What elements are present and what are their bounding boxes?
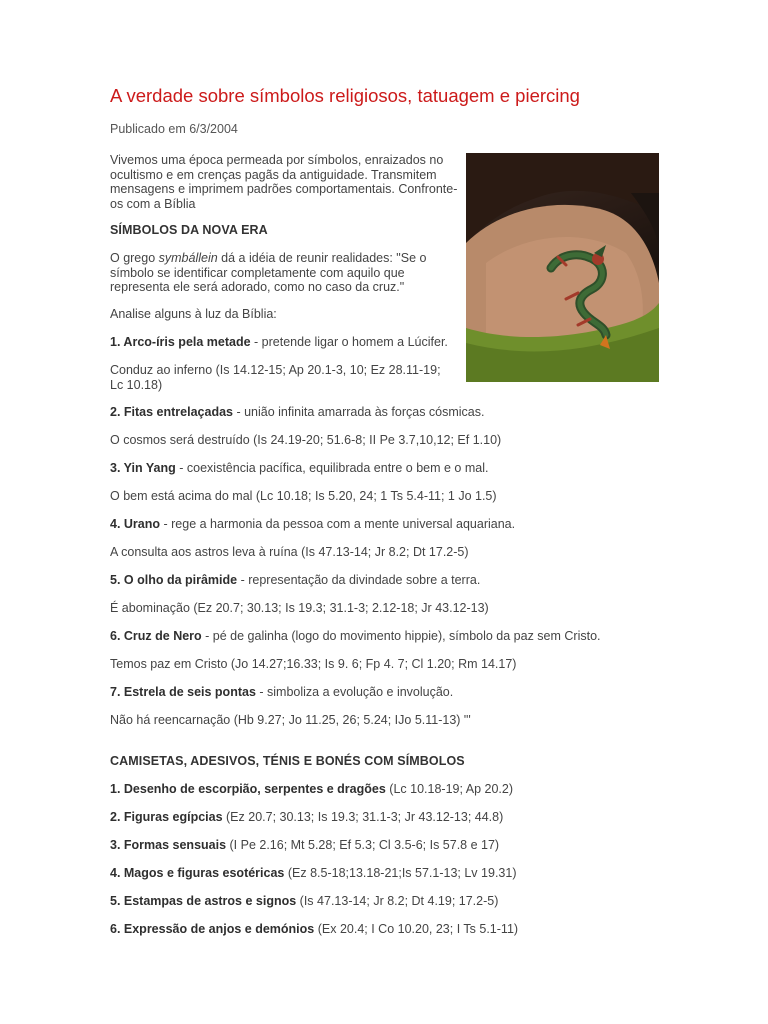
symbol-reference: A consulta aos astros leva à ruína (Is 47.13-14; Jr 8.2; Dt 17.2-5) — [110, 545, 469, 559]
intro-paragraph: Vivemos uma época permeada por símbolos, enraizados no ocultismo e em crenças pagãs da antiguidade. Transmitem mensagens e imprimem padrões comportamentais. Confronte-os com a Bíblia — [110, 153, 458, 211]
symbol-reference: Não há reencarnação (Hb 9.27; Jo 11.25, 26; 5.24; IJo 5.11-13) "' — [110, 713, 471, 727]
symbol-reference: Temos paz em Cristo (Jo 14.27;16.33; Is 9. 6; Fp 4. 7; Cl 1.20; Rm 14.17) — [110, 657, 517, 671]
clothing-item: 5. Estampas de astros e signos (Is 47.13-14; Jr 8.2; Dt 4.19; 17.2-5) — [110, 894, 499, 908]
clothing-item: 6. Expressão de anjos e demónios (Ex 20.4; I Co 10.20, 23; I Ts 5.1-11) — [110, 922, 519, 936]
symbol-reference: O cosmos será destruído (Is 24.19-20; 51.6-8; II Pe 3.7,10,12; Ef 1.10) — [110, 433, 502, 447]
symbol-reference: É abominação (Ez 20.7; 30.13; Is 19.3; 31.1-3; 2.12-18; Jr 43.12-13) — [110, 601, 489, 615]
clothing-item: 2. Figuras egípcias (Ez 20.7; 30.13; Is 19.3; 31.1-3; Jr 43.12-13; 44.8) — [110, 810, 504, 824]
page-title: A verdade sobre símbolos religiosos, tatuagem e piercing — [110, 85, 580, 106]
symbol-reference: O bem está acima do mal (Lc 10.18; Is 5.20, 24; 1 Ts 5.4-11; 1 Jo 1.5) — [110, 489, 497, 503]
symbol-reference: Conduz ao inferno (Is 14.12-15; Ap 20.1-3, 10; Ez 28.11-19; Lc 10.18) — [110, 363, 441, 392]
dragon-tattoo-photo — [466, 153, 659, 382]
section-title-clothing: CAMISETAS, ADESIVOS, TÉNIS E BONÉS COM SÍMBOLOS — [110, 754, 465, 768]
symbol-item: 5. O olho da pirâmide - representação da divindade sobre a terra. — [110, 573, 481, 587]
clothing-item: 1. Desenho de escorpião, serpentes e dragões (Lc 10.18-19; Ap 20.2) — [110, 782, 513, 796]
section-title-new-age: SÍMBOLOS DA NOVA ERA — [110, 223, 268, 237]
greek-word: symbállein — [158, 251, 218, 265]
symbol-item: 7. Estrela de seis pontas - simboliza a evolução e involução. — [110, 685, 454, 699]
symbol-item: 1. Arco-íris pela metade - pretende ligar o homem a Lúcifer. — [110, 335, 448, 349]
symbol-item: 6. Cruz de Nero - pé de galinha (logo do movimento hippie), símbolo da paz sem Cristo. — [110, 629, 601, 643]
symbol-item: 4. Urano - rege a harmonia da pessoa com a mente universal aquariana. — [110, 517, 516, 531]
symbol-item: 3. Yin Yang - coexistência pacífica, equilibrada entre o bem e o mal. — [110, 461, 489, 475]
greek-paragraph: O grego symbállein dá a idéia de reunir realidades: "Se o símbolo se identificar completamente com aquilo que representa ele será adorado, como no caso da cruz." — [110, 251, 427, 294]
clothing-item: 4. Magos e figuras esotéricas (Ez 8.5-18;13.18-21;Is 57.1-13; Lv 19.31) — [110, 866, 517, 880]
analyze-text: Analise alguns à luz da Bíblia: — [110, 307, 277, 321]
symbol-item: 2. Fitas entrelaçadas - união infinita amarrada às forças cósmicas. — [110, 405, 485, 419]
clothing-item: 3. Formas sensuais (I Pe 2.16; Mt 5.28; Ef 5.3; Cl 3.5-6; Is 57.8 e 17) — [110, 838, 500, 852]
publish-date: Publicado em 6/3/2004 — [110, 122, 238, 136]
